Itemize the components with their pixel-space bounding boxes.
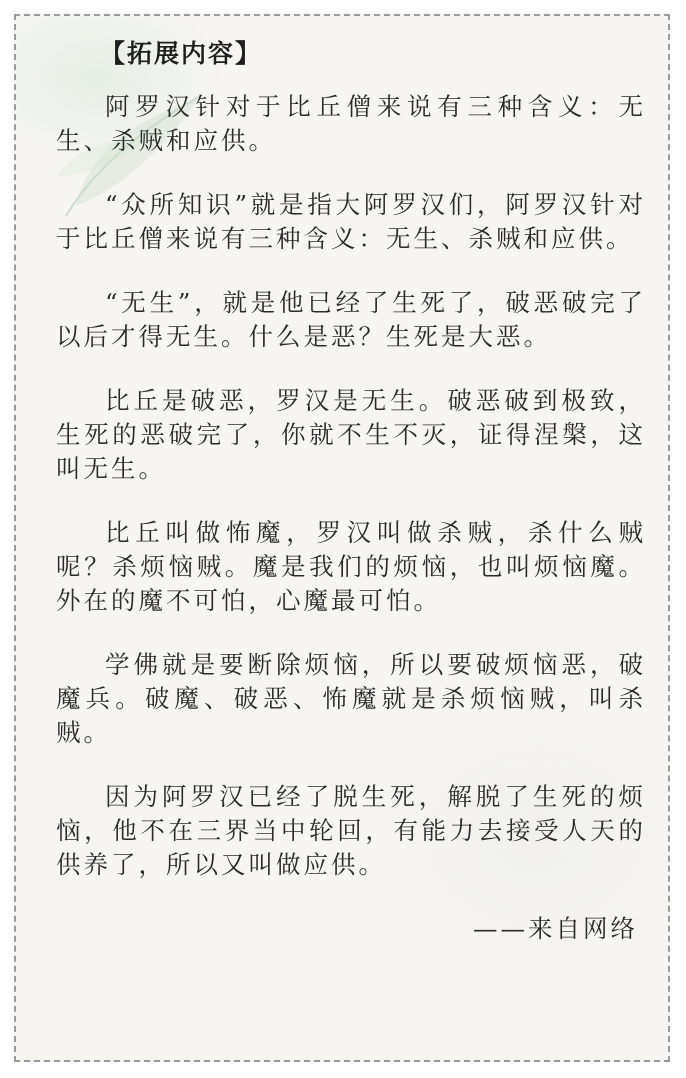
article-content — [56, 36, 646, 946]
paragraph-2: “众所知识”就是指大阿罗汉们，阿罗汉针对于比丘僧来说有三种含义：无生、杀贼和应供。 — [56, 190, 646, 253]
paragraph-7: 因为阿罗汉已经了脱生死，解脱了生死的烦恼，他不在三界当中轮回，有能力去接受人天的供养了，所以又叫做应供。 — [56, 782, 646, 879]
paragraph-1: 阿罗汉针对于比丘僧来说有三种含义：无生、杀贼和应供。 — [56, 92, 646, 155]
paragraph-5: 比丘叫做怖魔，罗汉叫做杀贼，杀什么贼呢？杀烦恼贼。魔是我们的烦恼，也叫烦恼魔。外在的魔不可怕，心魔最可怕。 — [56, 518, 646, 615]
paragraph-6: 学佛就是要断除烦恼，所以要破烦恼恶，破魔兵。破魔、破恶、怖魔就是杀烦恼贼，叫杀贼。 — [56, 650, 646, 747]
section-heading: 【拓展内容】 — [100, 39, 263, 68]
paragraph-4: 比丘是破恶，罗汉是无生。破恶破到极致，生死的恶破完了，你就不生不灭，证得涅槃，这叫无生。 — [56, 386, 646, 483]
paragraph-3: “无生”，就是他已经了生死了，破恶破完了以后才得无生。什么是恶？生死是大恶。 — [56, 288, 646, 351]
source-attribution: ——来自网络 — [473, 914, 638, 943]
